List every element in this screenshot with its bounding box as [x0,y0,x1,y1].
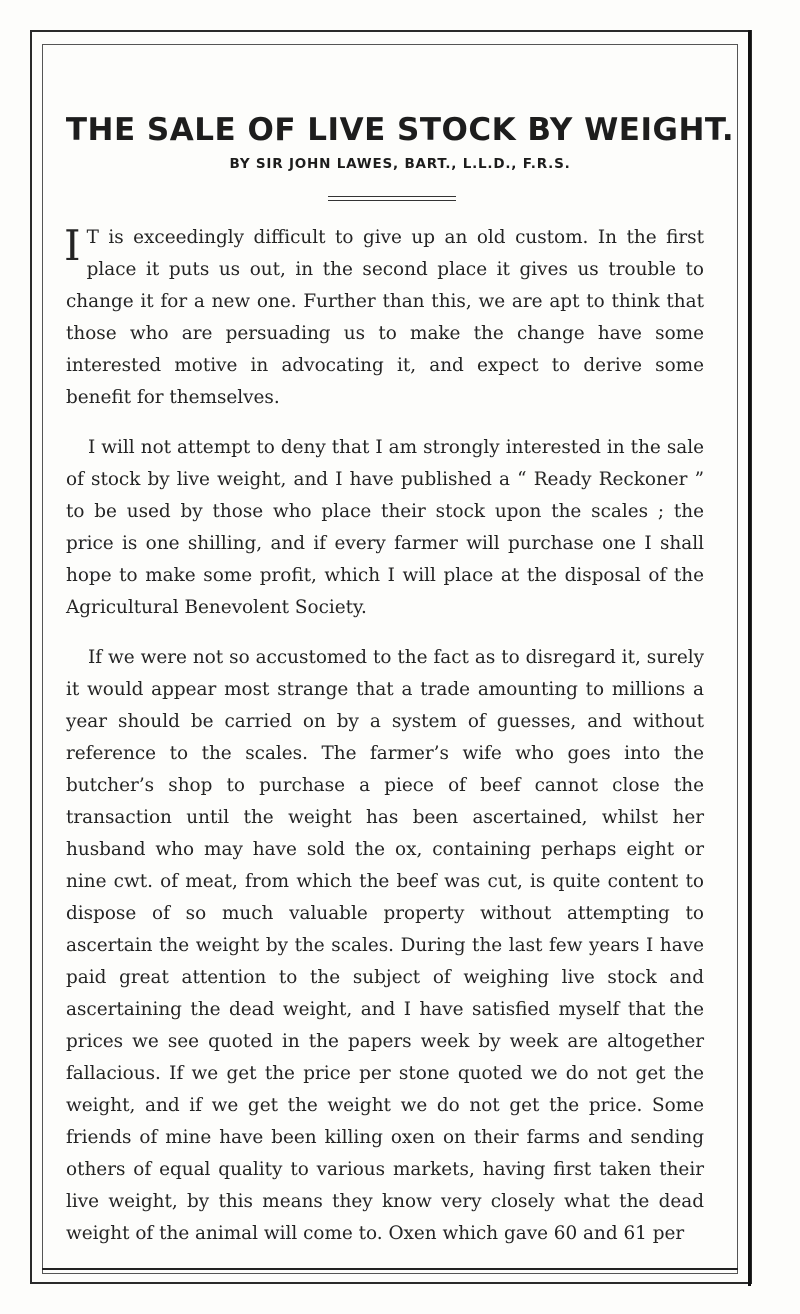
article-title: THE SALE OF LIVE STOCK BY WEIGHT. [65,112,735,148]
paragraph-2: I will not attempt to deny that I am strongly interested in the sale of stock by live weight, and I have published a “ Ready Reckoner ” to be used by those who place their stock upon the scales ; the price is one shilling, and if every farmer will purchase one I shall hope to make some profit, which I will place at the disposal of the Agricultural Benevolent Society. [66,437,704,618]
paragraph-1-text: T is exceedingly difficult to give up an old custom. In the first place it puts us out, in the second place it gives us trouble to change it for a new one. Further than this, we are apt to think that those who are persuading us to make the change have some interested motive in advocating it, and expect to derive some benefit for themselves. [66,227,704,408]
right-edge-rule [748,30,751,1286]
paragraph-3: If we were not so accustomed to the fact as to disregard it, surely it would appear most strange that a trade amounting to millions a year should be carried on by a system of guesses, and without reference to the scales. The farmer’s wife who goes into the butcher’s shop to purchase a piece of beef cannot close the transaction until the weight has been ascertained, whilst her husband who may have sold the ox, containing perhaps eight or nine cwt. of meat, from which the beef was cut, is quite content to dispose of so much valuable property without attempting to ascertain the weight by the scales. During the last few years I have paid great attention to the subject of weighing live stock and ascertaining the dead weight, and I have satisfied myself that the prices we see quoted in the papers week by week are altogether fallacious. If we get the price per stone quoted we do not get the weight, and if we get the weight we do not get the price. Some friends of mine have been killing oxen on their farms and sending others of equal quality to various markets, having first taken their live weight, by this means they know very closely what the dead weight of the animal will come to. Oxen which gave 60 and 61 per [66,647,704,1244]
article-body [66,222,704,1250]
paragraph-1 [66,222,704,414]
article-byline: BY SIR JOHN LAWES, BART., L.L.D., F.R.S. [229,156,571,172]
drop-cap: I [64,221,81,270]
bottom-rule [42,1268,738,1270]
title-divider [328,196,456,201]
